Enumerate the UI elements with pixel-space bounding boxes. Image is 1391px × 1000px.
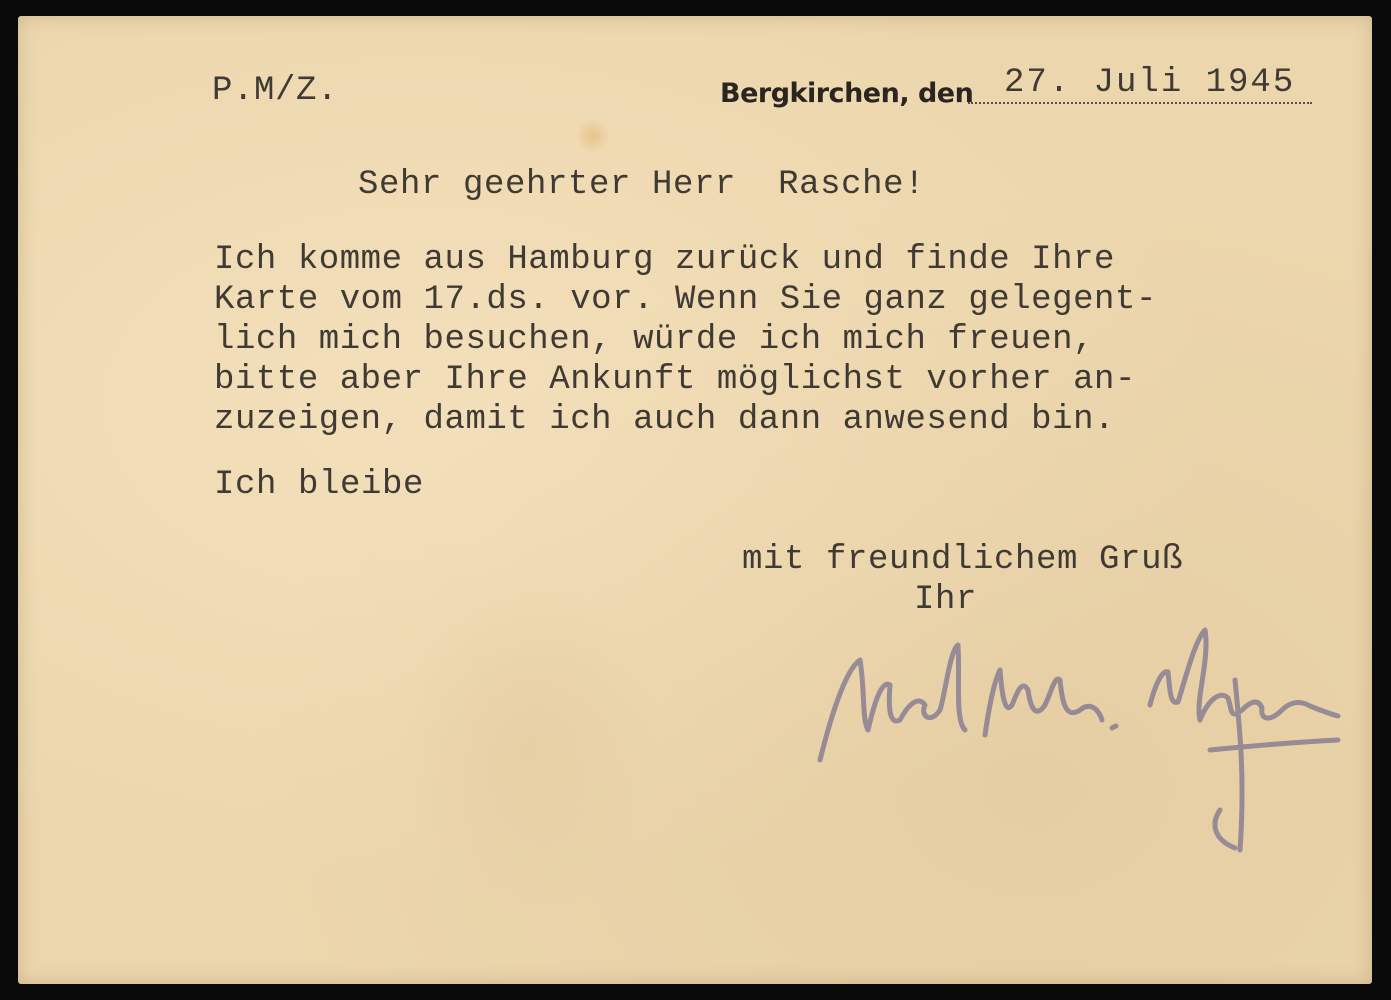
body-line: lich mich besuchen, würde ich mich freuen, bbox=[214, 321, 1095, 359]
body-line: bitte aber Ihre Ankunft möglichst vorher an- bbox=[214, 361, 1136, 399]
letter-body bbox=[214, 240, 1157, 440]
body-line: zuzeigen, damit ich auch dann anwesend bin. bbox=[214, 401, 1115, 439]
salutation: Sehr geehrter Herr Rasche! bbox=[358, 166, 926, 204]
handwritten-signature bbox=[790, 610, 1350, 870]
reference-code: P.M/Z. bbox=[212, 72, 339, 110]
regards-line: mit freundlichem Gruß bbox=[742, 541, 1184, 579]
sign-off: Ihr bbox=[914, 581, 978, 619]
place-label: Bergkirchen, den bbox=[720, 78, 974, 109]
closing-line: Ich bleibe bbox=[214, 466, 425, 504]
paper-stain bbox=[398, 576, 658, 916]
date-line bbox=[968, 66, 1312, 104]
date-value: 27. Juli 1945 bbox=[1004, 64, 1296, 102]
paper-stain bbox=[578, 116, 608, 156]
body-line: Karte vom 17.ds. vor. Wenn Sie ganz gelegent- bbox=[214, 281, 1157, 319]
body-line: Ich komme aus Hamburg zurück und finde Ihre bbox=[214, 241, 1115, 279]
